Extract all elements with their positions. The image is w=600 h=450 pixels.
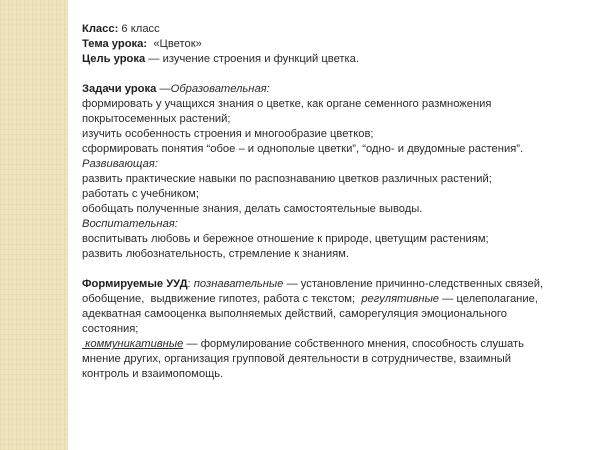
tasks-heading: Задачи урока (82, 83, 157, 95)
edu-label: Образовательная: (170, 83, 270, 95)
edu-line-4: сформировать понятия “обое – и однополые цветки”, “одно- и двудомные растения”. (82, 143, 524, 155)
cog-text: — установление причинно-следственных связей, (283, 278, 544, 290)
topic-line (82, 37, 594, 52)
topic-value: «Цветок» (147, 38, 202, 50)
dev-line-1: развить практические навыки по распознаванию цветков различных растений; (82, 173, 492, 185)
goal-line (82, 52, 594, 67)
reg-text: — целеполагание, (439, 293, 538, 305)
edu-line-3: изучить особенность строения и многообразие цветков; (82, 128, 374, 140)
class-value: 6 класс (118, 23, 160, 35)
uud-heading: Формируемые УУД (82, 278, 188, 290)
upbr-line-2: развить любознательность, стремление к знаниям. (82, 248, 349, 260)
uud-line-7: контроль и взаимопомощь. (82, 368, 224, 380)
comm-text: — формулирование собственного мнения, способность слушать (183, 338, 524, 350)
uud-line-2-a: обобщение, выдвижение гипотез, работа с текстом; (82, 293, 362, 305)
dev-line-3: обобщать полученные знания, делать самостоятельные выводы. (82, 203, 423, 215)
lesson-plan-text (82, 22, 594, 382)
reg-label: регулятивные (361, 293, 440, 305)
comm-label: коммуникативные (82, 338, 184, 350)
upbr-line-1: воспитывать любовь и бережное отношение к природе, цветущим растениям; (82, 233, 489, 245)
dev-label: Развивающая: (82, 158, 158, 170)
uud-colon: : (187, 278, 194, 290)
uud-line-5 (82, 337, 594, 352)
edu-line-1: формировать у учащихся знания о цветке, как органе семенного размножения (82, 98, 492, 110)
uud-line-2 (82, 292, 594, 307)
uud-line-6: мнение других, организация групповой деятельности в сотрудничестве, взаимный (82, 353, 512, 365)
class-line (82, 22, 594, 37)
goal-label: Цель урока (82, 53, 146, 65)
goal-value: — изучение строения и функций цветка. (145, 53, 360, 65)
cog-label: познавательные (193, 278, 284, 290)
upbr-label: Воспитательная: (82, 218, 178, 230)
uud-line-4: состояния; (82, 323, 139, 335)
edu-line-2: покрытосеменных растений; (82, 113, 231, 125)
uud-line-1 (82, 277, 594, 292)
tasks-heading-line (82, 82, 594, 97)
uud-line-3: адекватная самооценка выполняемых действий, саморегуляция эмоционального (82, 308, 507, 320)
topic-label: Тема урока: (82, 38, 148, 50)
dev-line-2: работать с учебником; (82, 188, 199, 200)
class-label: Класс: (82, 23, 119, 35)
decorative-side-strip (0, 0, 68, 450)
tasks-dash: — (156, 83, 171, 95)
